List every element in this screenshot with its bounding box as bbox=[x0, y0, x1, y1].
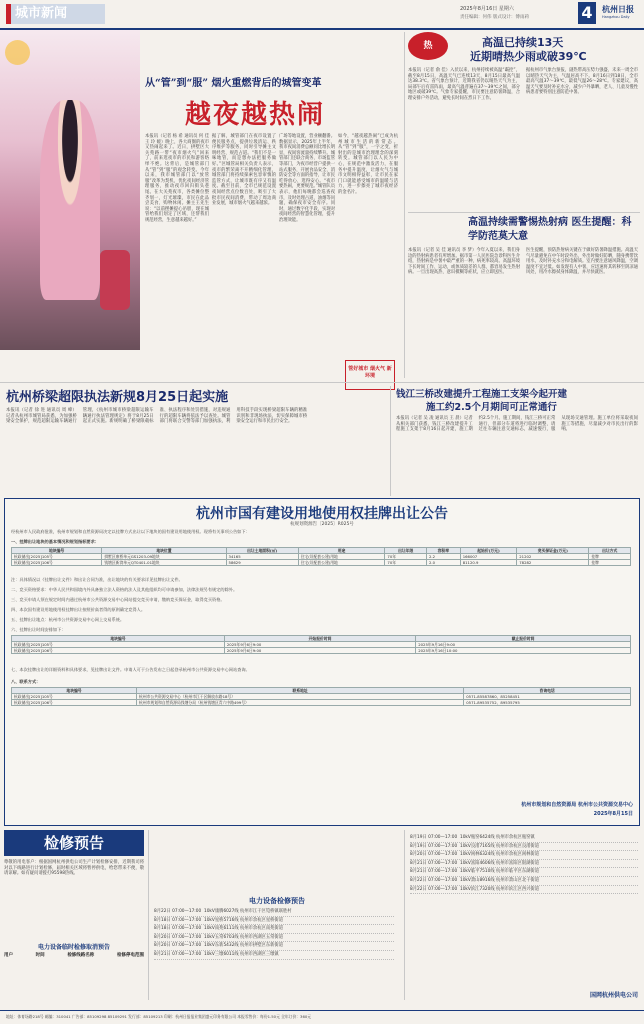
table-cell: 21202 bbox=[517, 554, 589, 560]
table-cell: 挂牌 bbox=[589, 554, 631, 560]
notice-signer: 国网杭州供电公司 bbox=[589, 992, 638, 999]
list-item: 8月21日 07:00—17:00 10kV三墩6011线 杭州市西湖区三墩镇 bbox=[154, 951, 394, 960]
table-cell: 2.0 bbox=[426, 560, 460, 566]
table-row bbox=[12, 700, 631, 706]
paper-logo-en: Hangzhou Daily bbox=[602, 15, 630, 19]
heat-col-1: 本报讯（记者 俞 佳）入伏以来，杭州持续被高温“霸控”，截至8月15日，高温天气已连续13天，8月15日最高气温达38.3℃。省气象台预计，近期我省仍以晴热天气为主，局部午后有雷阵雨，最高气温普遍在37～39℃之间，部分地区或破39℃。气象专家提醒，市民要注意防暑降温，合理安排户外活动，避免长时间在烈日下工作。 bbox=[408, 68, 520, 101]
divider-v1 bbox=[404, 32, 405, 378]
notice-table-head: 检修线路名称 bbox=[67, 953, 95, 958]
divider-h2 bbox=[0, 382, 644, 383]
table-cell: 2025年9月16日9:00 bbox=[416, 642, 631, 648]
list-item: 8月22日 07:00—17:00 10kV滨江7320线 杭州市滨江区西兴街道 bbox=[410, 886, 638, 895]
list-item: 8月18日 07:00—17:00 10kV南苑6111线 杭州市余杭区南苑街道 bbox=[154, 925, 394, 934]
table-cell: 166007 bbox=[460, 554, 517, 560]
table-cell: 拱墅区康桥单元GS1203-09地块 bbox=[102, 554, 226, 560]
divider-h1 bbox=[408, 212, 640, 213]
table-header-cell: 地块编号 bbox=[12, 548, 102, 554]
list-item: 8月19日 07:00—17:00 10kV良渚7165线 杭州市余杭区良渚街道 bbox=[410, 843, 638, 852]
page-number: 4 bbox=[578, 2, 596, 24]
health-title: 高温持续需警惕热射病 医生提醒：科学防范莫大意 bbox=[468, 217, 632, 242]
table-cell: 杭政储出[2025]106号 bbox=[12, 560, 102, 566]
article-col-3: 广场等地设置，营业额翻番。数据显示，2025年上半年，我市夜间消费总额同比增长明显，夜间客流量持续攀升。城管部门还联合商务、市场监管等部门，为夜市经营户提供一站式服务，开展食品安全、消防安全等方面的指导，让市民吃得放心、逛得安心。“夜市要热闹，更要规范。”城管队员表示，他们每晚都会巡查夜市，及时处理占道、油烟等问题，确保夜市安全有序。同时，通过数字化手段，实现对夜间经营的智慧化管理，提升治理效能。 bbox=[279, 134, 335, 223]
land-time-table bbox=[11, 635, 631, 654]
table-cell: 钱塘区新湾单元QT0401-01地块 bbox=[102, 560, 226, 566]
table-cell: 81120.9 bbox=[460, 560, 517, 566]
notice-divider-2 bbox=[404, 830, 405, 1000]
land-notice bbox=[4, 498, 640, 826]
health-col-1: 本报讯（记者 吴 佳 通讯员 李 梦）今年入夏以来，我们身边的热射病患者有所增加。据市第一人民医院急诊科医生介绍，热射病是中暑中最严重的一种，病死率较高。高温环境下长时间工作、运动，或体质较差的人群，都容易发生热射病。一旦出现高热、意识模糊等症状，应立即送医。 bbox=[408, 248, 520, 276]
notice-table-head: 检修停电范围 bbox=[116, 953, 144, 958]
land-table bbox=[11, 547, 631, 566]
heat-article bbox=[408, 32, 640, 212]
table-cell: 2.2 bbox=[426, 554, 460, 560]
paper-logo: 杭州日报 bbox=[602, 4, 634, 14]
notice-left-text: 尊敬的用电客户：根据国网杭州供电公司生产计划检修安排，近期我司将对以下线路进行计划检修，届时相关区域将暂停供电，给您带来不便，敬请谅解。如有疑问请拨打95598热线。 bbox=[4, 860, 144, 877]
table-cell: 58629 bbox=[226, 560, 298, 566]
notice-mid-header: 电力设备检修预告 bbox=[249, 897, 305, 905]
bridge-article bbox=[6, 386, 386, 496]
table-cell: 杭政储出[2025]105号 bbox=[12, 694, 137, 700]
land-intro: 经杭州市人民政府批准，杭州市规划和自然资源局决定以挂牌方式出让以下地块的国有建设用地使用权。现将有关事项公告如下： bbox=[11, 529, 250, 534]
list-item: 8月22日 07:00—17:00 10kV康腾6027线 杭州市江干区笕桥镇联胜村 bbox=[154, 908, 394, 917]
land-sec4: 四、本次国有建设用地使用权挂牌出让按照价高者得的原则确定竞得人。 bbox=[11, 607, 146, 612]
table-header-cell: 截止报价时间 bbox=[416, 636, 631, 642]
table-row bbox=[12, 560, 631, 566]
list-item: 8月22日 07:00—17:00 10kV萧山8916线 杭州市萧山区北干街道 bbox=[410, 877, 638, 886]
table-cell: 0571-89535752、89535795 bbox=[464, 700, 631, 706]
table-header-cell: 容积率 bbox=[426, 548, 460, 554]
land-sec3: 三、竞买申请人须在规定时间内通过杭州市公共资源交易中心网站提交竞买申请，缴纳竞买保证金，取得竞买资格。 bbox=[11, 597, 225, 602]
table-header-cell: 地块编号 bbox=[12, 688, 137, 694]
table-cell: 杭州市公共资源交易中心（杭州市江干区解放东路18号） bbox=[137, 694, 464, 700]
notice-table-head: 时间 bbox=[35, 953, 45, 958]
land-sec6: 六、挂牌出让时间安排如下： bbox=[11, 627, 66, 632]
qianjiang-article bbox=[396, 386, 640, 496]
qianjiang-text: 本报讯（记者 吴 凌 通讯员 王 晨）记者从相关部门获悉，钱江三桥改建提升工程施工支架于8月16日起开建，施工期约2.5个月。施工期间，钱江三桥可正常通行，但部分车道将进行临时调整，请过往车辆注意交通标志，减速慢行，服从现场交通管理。施工单位将采取夜间施工等措施，尽量减少对市民出行的影响。 bbox=[396, 416, 638, 433]
table-cell: 杭政储出[2025]105号 bbox=[12, 642, 225, 648]
table-cell: 杭政储出[2025]106号 bbox=[12, 700, 137, 706]
land-sec1: 一、挂牌出让地块的基本情况和规划指标要求： bbox=[11, 539, 99, 544]
table-cell: 0571-85587860、85258451 bbox=[464, 694, 631, 700]
page-footer: 地址：体育场路218号 邮编：310041 广告部：85109298 85109291 发行部：85109213 印刷：杭州日报报业集团盛元印务有限公司 本报零售价：每份1.50元 全年订价：360元 bbox=[0, 1010, 644, 1024]
health-col-2: 医生提醒，预防热射病关键在于做好防暑降温措施。高温天气尽量避免在中午时段外出，外出时做好防晒，随身携带饮用水，及时补充水分和电解质。室内要注意通风降温，空调温度不宜过低。如发现有人中暑，应迅速将其转移至阴凉通风处，用冷水擦拭身体降温，并尽快就医。 bbox=[526, 248, 638, 276]
main-article bbox=[0, 30, 400, 380]
notice-table-heads bbox=[4, 952, 144, 958]
page-header bbox=[0, 0, 644, 28]
table-row bbox=[12, 648, 631, 654]
table-cell: 2025年9月6日9:00 bbox=[224, 648, 415, 654]
table-cell: 70年 bbox=[385, 554, 427, 560]
table-header-cell: 地块编号 bbox=[12, 636, 225, 642]
heat-col-2: 据杭州市气象台预报，副热带高压势力强盛，未来一周全市以晴热天气为主，气温居高不下。8月16日到18日，全市最高气温37～39℃，最低气温26～28℃。专家建议，高温天气要及时补充水分，减少户外暴晒，老人、儿童及慢性病患者要特别注意防范中暑。 bbox=[526, 68, 638, 96]
land-title: 杭州市国有建设用地使用权挂牌出让公告 bbox=[196, 506, 448, 522]
table-header-cell: 开始报价时间 bbox=[224, 636, 415, 642]
table-cell: 住宅(设配套公建)用地 bbox=[298, 560, 385, 566]
list-item: 8月20日 07:00—17:00 10kV东新5432线 杭州市拱墅区东新街道 bbox=[154, 942, 394, 951]
land-signer: 杭州市规划和自然资源局 杭州市公共资源交易中心 bbox=[521, 802, 633, 808]
list-item: 8月18日 07:00—17:00 10kV星桥5716线 杭州市余杭区星桥街道 bbox=[154, 917, 394, 926]
table-header-cell: 出让方式 bbox=[589, 548, 631, 554]
editor-line: 责任编辑：何伟 版式设计：傅雨莉 bbox=[460, 15, 529, 20]
land-note: 注：具体情况以《挂牌出让文件》和出让合同为准，出让地块的有关要求详见挂牌出让文件。 bbox=[11, 577, 183, 582]
night-market-photo bbox=[0, 30, 140, 350]
table-cell: 34165 bbox=[226, 554, 298, 560]
list-item: 8月20日 07:00—17:00 10kV五常6703线 杭州市西湖区五常街道 bbox=[154, 934, 394, 943]
table-cell: 2025年9月16日10:00 bbox=[416, 648, 631, 654]
article-subtitle: 从“管”到“服” 烟火重燃背后的城管变革 bbox=[145, 78, 322, 89]
land-subtitle: 杭规划资源告〔2025〕R025号 bbox=[290, 522, 354, 527]
land-sec5: 五、挂牌出让地点：杭州市公共资源交易中心网上交易系统。 bbox=[11, 617, 125, 622]
table-header-cell: 咨询电话 bbox=[464, 688, 631, 694]
table-cell: 2025年9月6日9:00 bbox=[224, 642, 415, 648]
table-header-cell: 竞买保证金(万元) bbox=[517, 548, 589, 554]
notice-title: 检修预告 bbox=[4, 830, 144, 856]
health-article bbox=[408, 216, 640, 380]
bridge-title: 杭州桥梁超限执法新规8月25日起实施 bbox=[6, 390, 229, 405]
list-item: 8月20日 07:00—17:00 10kV闲林6324线 杭州市余杭区闲林街道 bbox=[410, 851, 638, 860]
notice-divider-1 bbox=[148, 830, 149, 1000]
list-item: 8月19日 07:00—17:00 10kV瓶窑6424线 杭州市余杭区瓶窑镇 bbox=[410, 834, 638, 843]
land-sec2: 二、竞买资格要求：中华人民共和国境内外具备独立法人资格的法人及其他组织均可申请参加，法律法规另有规定的除外。 bbox=[11, 587, 238, 592]
qianjiang-title-2: 施工约2.5个月期间可正常通行 bbox=[426, 402, 557, 413]
maintenance-notice bbox=[4, 830, 640, 1006]
heat-title-1: 高温已持续13天 bbox=[482, 36, 564, 49]
land-sec7: 七、本次挂牌出让的详细资料和具体要求，见挂牌出让文件。申请人可于公告发布之日起登录杭州市公共资源交易中心网站查询。 bbox=[11, 667, 250, 672]
table-header-cell: 联系地址 bbox=[137, 688, 464, 694]
table-header-cell: 用途 bbox=[298, 548, 385, 554]
bridge-text: 本报讯（记者 徐 进 通讯员 周 峰）记者从杭州市城管局获悉，为加强桥梁安全保护，规范超限运输车辆通行管理，《杭州市城市桥梁超限运输车辆通行执法管理规定》将于8月25日起正式实施。新规明确了桥梁限载标准、执法程序和处罚措施，对违规通行的超限车辆将依法予以查处。城管部门将联合交警等部门加强执法，利用科技手段实现桥梁超限车辆的精准识别和非现场执法，切实保障城市桥梁安全运行和市民出行安全。 bbox=[6, 408, 308, 425]
article-title: 越夜越热闹 bbox=[185, 100, 326, 130]
table-cell: 杭政储出[2025]105号 bbox=[12, 554, 102, 560]
article-col-4: 如今，“越夜越热闹”已成为杭州城市生活的新常态。从“管”到“服”，一字之变，折射出的是城市治理理念的深刻转变。城管部门以人民为中心，在规范中激发活力，在服务中提升温度，让烟火气与城市文明相得益彰，让市民在家门口就能感受城市的温暖与活力，进一步擦亮了城市夜经济的金名片。 bbox=[338, 134, 398, 195]
heat-title-2: 近期晴热少雨或破39℃ bbox=[470, 50, 587, 63]
article-col-1: 本报讯（记者 杨 希 通讯员 何 佳 王 玲 媛）晚上，各大商圈的夜市又热闹起来了。近日，拱墅区大关苑路一带“夜市烟火气”回来了，前来逛夜市的市民和游客络绎不绝。这背后，是城管部门从“管”到“服”的观念转变。今年以来，我市城管部门以“放管服”改革为契机，优化夜间经济管理服务，推动夜市回归街头巷尾。在大关苑夜市，各类摊位整齐划一，灯光璀璨，市民在此品尝美食、购物休闲。摊主王先生说：“以前摆摊提心吊胆，现在城管给我们划定了区域，还帮我们规范经营，生意越来越好。” bbox=[145, 134, 211, 223]
column-stamp: 管好城市 烟火气 新环境 bbox=[345, 360, 395, 390]
article-col-2: 据了解，城管部门在夜市设置了便民服务点，提供垃圾清运、秩序维护等服务，同时引导摊主文明经营、规范占道。“我们不是一味地管，而是想办法把服务做好。”区城管局相关负责人表示，夜市的繁荣离不开精细化管理，城管部门将持续探索包容审慎的监管方式，让城市既有序又有温度。截至目前，全市已规范设置夜间经营点位数百处，吸引了大批市民夜间消费，带动了周边商业发展，城市烟火气越来越浓。 bbox=[212, 134, 276, 207]
table-cell: 杭政储出[2025]106号 bbox=[12, 648, 225, 654]
table-header-cell: 出让土地面积(㎡) bbox=[226, 548, 298, 554]
notice-left-header: 电力设备临时检修取消预告 bbox=[37, 944, 110, 951]
table-header-cell: 出让年限 bbox=[385, 548, 427, 554]
section-title: 城市新闻 bbox=[6, 4, 105, 24]
hot-news-badge-icon: 热 bbox=[408, 32, 448, 60]
list-item: 8月21日 07:00—17:00 10kV富阳4606线 杭州市富阳区银湖街道 bbox=[410, 860, 638, 869]
table-cell: 78282 bbox=[517, 560, 589, 566]
table-cell: 挂牌 bbox=[589, 560, 631, 566]
issue-date: 2025年8月16日 星期六 bbox=[460, 6, 514, 12]
table-cell: 住宅(设配套公建)用地 bbox=[298, 554, 385, 560]
land-sec8: 八、联系方式： bbox=[11, 679, 41, 684]
table-header-cell: 起始价(万元) bbox=[460, 548, 517, 554]
table-cell: 70年 bbox=[385, 560, 427, 566]
notice-right-rows bbox=[410, 834, 638, 894]
table-header-cell: 地块位置 bbox=[102, 548, 226, 554]
table-cell: 杭州市规划和自然资源局钱塘分局（杭州钱塘区青六中路499号） bbox=[137, 700, 464, 706]
divider-v2 bbox=[390, 386, 391, 496]
land-contact-table bbox=[11, 687, 631, 706]
list-item: 8月21日 07:00—17:00 10kV临平7510线 杭州市临平区东湖街道 bbox=[410, 868, 638, 877]
notice-mid-rows bbox=[154, 908, 394, 960]
qianjiang-title-1: 钱江三桥改建提升工程施工支架今起开建 bbox=[396, 389, 568, 400]
land-sign-date: 2025年8月15日 bbox=[593, 811, 633, 817]
notice-table-head: 用户 bbox=[4, 953, 13, 958]
